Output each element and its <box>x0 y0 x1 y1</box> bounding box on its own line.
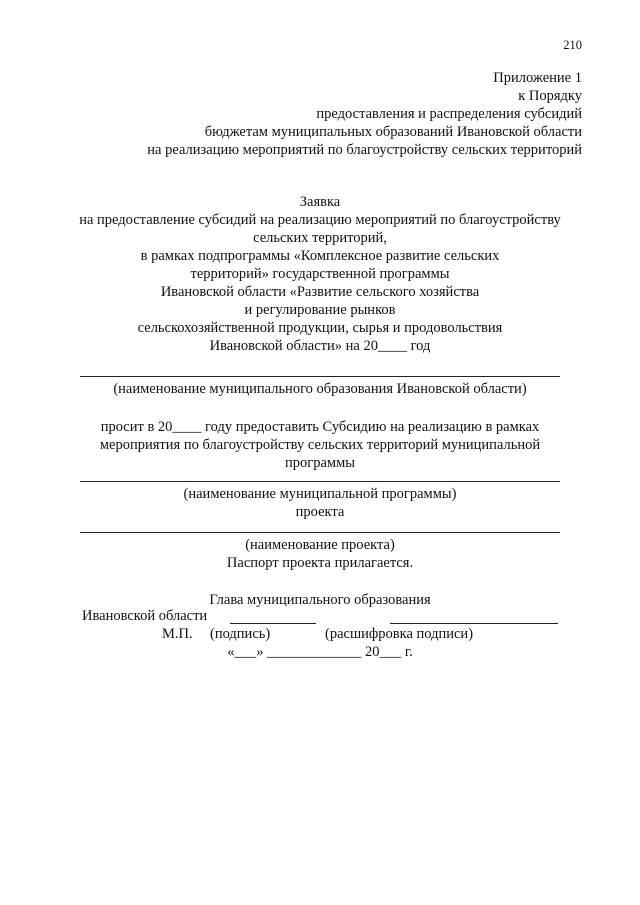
title-line-3: в рамках подпрограммы «Комплексное развитие сельских <box>140 248 500 264</box>
date-line: «___» _____________ 20___ г. <box>227 644 413 660</box>
appendix-line-3: предоставления и распределения субсидий <box>316 106 582 122</box>
program-name-line <box>80 481 560 482</box>
title-line-1: на предоставление субсидий на реализацию мероприятий по благоустройству <box>79 212 561 228</box>
decode-caption: (расшифровка подписи) <box>325 626 474 642</box>
request-line-3: программы <box>285 455 355 471</box>
request-line-1: просит в 20____ году предоставить Субсидию на реализацию в рамках <box>100 419 540 435</box>
appendix-line-2: к Порядку <box>518 88 582 104</box>
document-heading: Заявка <box>299 194 341 210</box>
signature-caption: (подпись) <box>210 626 271 642</box>
project-label: проекта <box>295 504 345 520</box>
title-line-4: территорий» государственной программы <box>190 266 450 282</box>
title-line-6: и регулирование рынков <box>244 302 396 318</box>
project-caption: (наименование проекта) <box>245 537 395 553</box>
request-line-2: мероприятия по благоустройству сельских территорий муниципальной <box>99 437 541 453</box>
decode-signature-line <box>390 623 558 624</box>
municipality-name-line <box>80 376 560 377</box>
title-line-7: сельскохозяйственной продукции, сырья и продовольствия <box>137 320 503 336</box>
appendix-line-5: на реализацию мероприятий по благоустройству сельских территорий <box>147 142 582 158</box>
signature-line <box>230 623 316 624</box>
municipality-caption: (наименование муниципального образования Ивановской области) <box>113 381 527 397</box>
program-caption: (наименование муниципальной программы) <box>183 486 457 502</box>
title-line-2: сельских территорий, <box>253 230 387 246</box>
project-name-line <box>80 532 560 533</box>
region-label: Ивановской области <box>82 608 208 624</box>
appendix-line-1: Приложение 1 <box>493 70 582 86</box>
mp-label: М.П. <box>162 626 193 642</box>
appendix-line-4: бюджетам муниципальных образований Ивановской области <box>204 124 582 140</box>
page-number: 210 <box>563 38 582 52</box>
title-line-5: Ивановской области «Развитие сельского хозяйства <box>160 284 480 300</box>
head-title: Глава муниципального образования <box>209 592 431 608</box>
title-line-8: Ивановской области» на 20____ год <box>209 338 431 354</box>
passport-note: Паспорт проекта прилагается. <box>226 555 414 571</box>
